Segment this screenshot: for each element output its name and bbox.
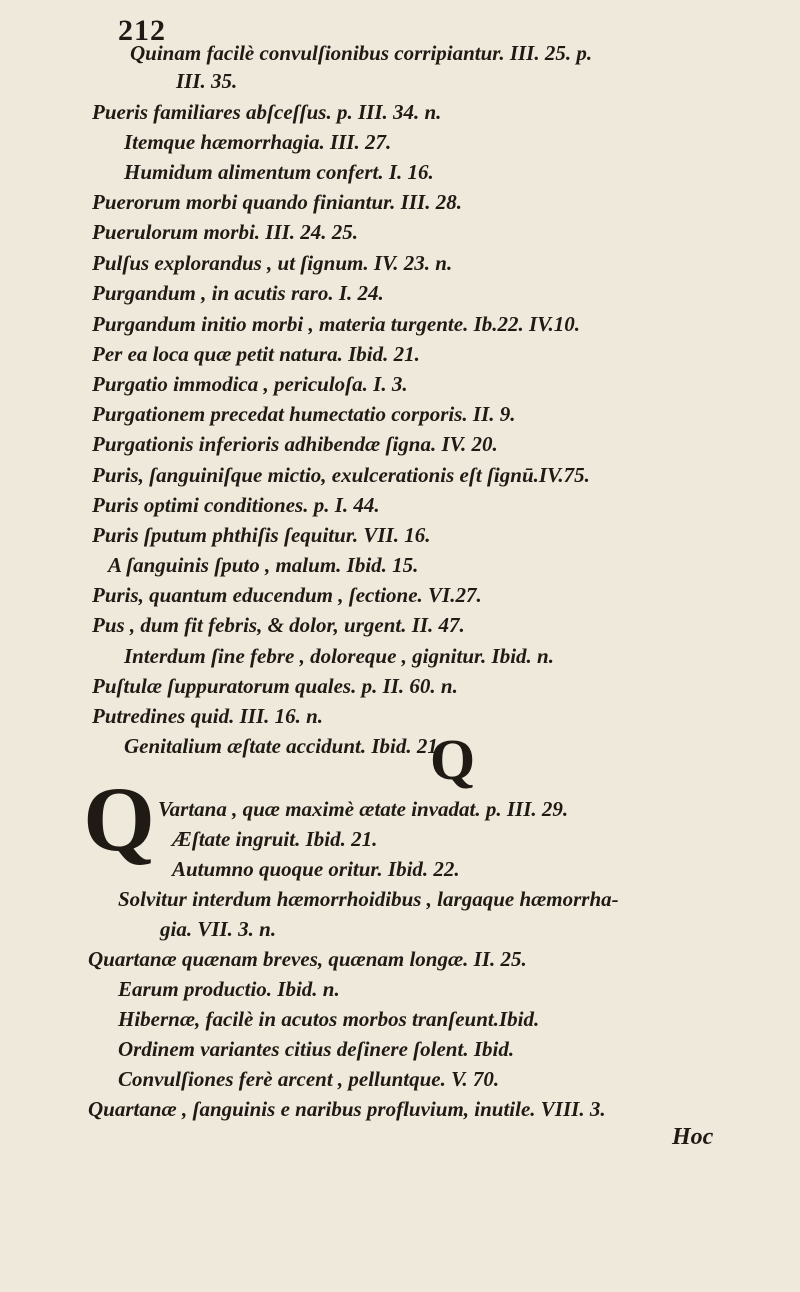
index-entry: Vartana , quæ maximè ætate invadat. p. III. 29. [158,797,569,821]
index-entry: Puris, quantum educendum , ſectione. VI.27. [92,583,482,607]
index-entry: Pulſus explorandus , ut ſignum. IV. 23. n. [92,251,453,275]
index-entry: Æſtate ingruit. Ibid. 21. [172,827,378,851]
index-entry: Autumno quoque oritur. Ibid. 22. [172,857,460,881]
index-entry: Puſtulæ ſuppuratorum quales. p. II. 60. n. [92,674,458,698]
index-entry: gia. VII. 3. n. [160,917,277,941]
index-entry: Putredines quid. III. 16. n. [92,704,324,728]
catchword: Hoc [672,1124,714,1150]
index-entry: Humidum alimentum confert. I. 16. [124,160,434,184]
index-entry: Convulſiones ferè arcent , pelluntque. V. 70. [118,1067,500,1091]
index-entry: Per ea loca quæ petit natura. Ibid. 21. [92,342,420,366]
index-entry: Solvitur interdum hæmorrhoidibus , largaque hæmorrha- [118,887,619,911]
index-entry: Quinam facilè convulſionibus corripiantur. III. 25. p. [130,41,593,65]
index-entry: A ſanguinis ſputo , malum. Ibid. 15. [108,553,419,577]
index-entry: Ordinem variantes citius deſinere ſolent. Ibid. [118,1037,515,1061]
index-entry: Puris optimi conditiones. p. I. 44. [92,493,380,517]
index-entry: Quartanæ quænam breves, quænam longæ. II. 25. [88,947,527,971]
drop-cap: Q [83,768,155,870]
index-entry: Puerulorum morbi. III. 24. 25. [92,220,359,244]
index-entry: Genitalium æſtate accidunt. Ibid. 21. [124,734,444,758]
index-entry: Puris ſputum phthiſis ſequitur. VII. 16. [92,523,431,547]
index-entry: Pus , dum fit febris, & dolor, urgent. II. 47. [92,613,465,637]
index-entry: Pueris familiares abſceſſus. p. III. 34. n. [92,100,442,124]
index-entry: Purgandum initio morbi , materia turgente. Ib.22. IV.10. [92,312,580,336]
index-entry: Interdum ſine febre , doloreque , gignitur. Ibid. n. [124,644,554,668]
index-entry: Purgatio immodica , periculoſa. I. 3. [92,372,408,396]
index-entry: Puerorum morbi quando finiantur. III. 28. [92,190,462,214]
index-entry: Hibernæ, facilè in acutos morbos tranſeunt.Ibid. [118,1007,540,1031]
index-entry: Itemque hæmorrhagia. III. 27. [124,130,392,154]
index-entry: III. 35. [176,69,238,93]
index-entry: Purgationem precedat humectatio corporis. II. 9. [92,402,516,426]
index-entry: Purgationis inferioris adhibendæ ſigna. IV. 20. [92,432,498,456]
index-entry: Puris, ſanguiniſque mictio, exulcerationis eſt ſignū.IV.75. [92,463,590,487]
page-number: 212 [118,14,166,47]
section-letter: Q [430,727,476,792]
index-entry: Quartanæ , ſanguinis e naribus profluvium, inutile. VIII. 3. [88,1097,606,1121]
index-entry: Purgandum , in acutis raro. I. 24. [92,281,384,305]
index-entry: Earum productio. Ibid. n. [118,977,340,1001]
